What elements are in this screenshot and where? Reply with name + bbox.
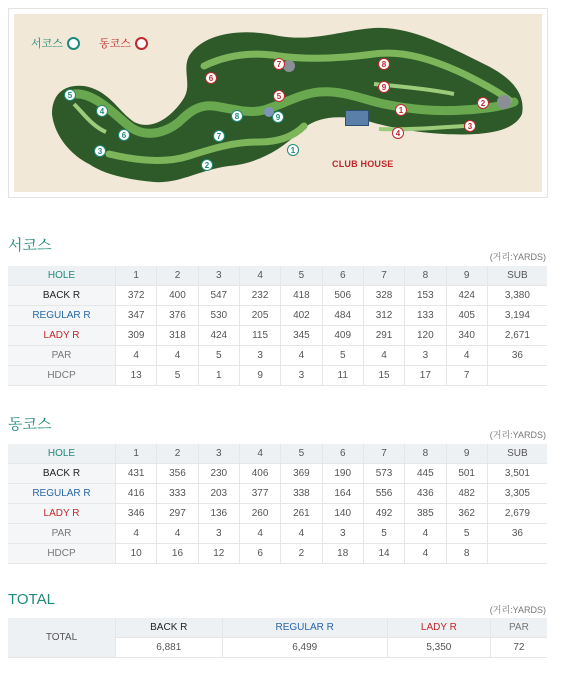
- table-cell: 205: [239, 306, 280, 326]
- course-map-graphic: [14, 14, 542, 192]
- table-row: [8, 306, 547, 326]
- table-cell: 5: [363, 524, 404, 544]
- table-cell: 136: [198, 504, 239, 524]
- table-cell: 36: [487, 346, 547, 366]
- west-hole-6-marker[interactable]: 6: [118, 129, 130, 141]
- table-cell: 340: [446, 326, 487, 346]
- total-units: (거리:YARDS): [489, 605, 546, 615]
- table-cell: 260: [239, 504, 280, 524]
- east-hole-7-marker[interactable]: 7: [273, 58, 285, 70]
- legend-east: [99, 35, 148, 51]
- row-label: BACK R: [8, 286, 116, 306]
- table-cell: 4: [281, 346, 322, 366]
- table-cell: 318: [157, 326, 198, 346]
- table-row: [8, 544, 547, 564]
- table-row: [8, 504, 547, 524]
- table-cell: 4: [446, 346, 487, 366]
- table-cell: 338: [281, 484, 322, 504]
- table-cell: 328: [363, 286, 404, 306]
- table-cell: 347: [116, 306, 157, 326]
- header-cell: 4: [239, 266, 280, 286]
- table-cell: 261: [281, 504, 322, 524]
- header-cell: 9: [446, 444, 487, 464]
- table-cell: 431: [116, 464, 157, 484]
- table-cell: 3: [239, 346, 280, 366]
- header-cell: SUB: [487, 444, 547, 464]
- table-cell: 15: [363, 366, 404, 386]
- table-cell: 377: [239, 484, 280, 504]
- total-title: TOTAL: [8, 591, 55, 608]
- table-cell: 120: [405, 326, 446, 346]
- table-cell: 530: [198, 306, 239, 326]
- header-cell: 7: [363, 266, 404, 286]
- header-cell: 8: [405, 266, 446, 286]
- table-cell: 4: [116, 524, 157, 544]
- west-course-title: 서코스: [8, 237, 52, 254]
- west-hole-9-marker[interactable]: 9: [272, 111, 284, 123]
- table-cell: 3: [322, 524, 363, 544]
- west-units: (거리:YARDS): [489, 252, 546, 262]
- row-label: REGULAR R: [8, 306, 116, 326]
- table-cell: 13: [116, 366, 157, 386]
- table-cell: 3: [281, 366, 322, 386]
- legend-west-label: 서코스: [31, 38, 63, 50]
- table-cell: 5: [322, 346, 363, 366]
- table-cell: 416: [116, 484, 157, 504]
- table-cell: 506: [322, 286, 363, 306]
- table-row: [8, 366, 547, 386]
- table-cell: 492: [363, 504, 404, 524]
- table-cell: 573: [363, 464, 404, 484]
- east-hole-4-marker[interactable]: 4: [392, 127, 404, 139]
- table-header-row: [8, 444, 547, 464]
- table-cell: 12: [198, 544, 239, 564]
- table-cell: 400: [157, 286, 198, 306]
- header-cell: 5: [281, 266, 322, 286]
- table-cell: 8: [446, 544, 487, 564]
- west-hole-4-marker[interactable]: 4: [96, 105, 108, 117]
- table-row: [8, 464, 547, 484]
- table-cell: 297: [157, 504, 198, 524]
- header-cell: HOLE: [8, 444, 116, 464]
- row-label: HDCP: [8, 366, 116, 386]
- table-row: [8, 286, 547, 306]
- table-cell: 4: [281, 524, 322, 544]
- east-hole-1-marker[interactable]: 1: [395, 104, 407, 116]
- table-cell: 309: [116, 326, 157, 346]
- east-scorecard-table: [8, 444, 547, 564]
- table-cell: 3: [198, 524, 239, 544]
- header-cell: 1: [116, 266, 157, 286]
- table-cell: 4: [363, 346, 404, 366]
- row-label: BACK R: [8, 464, 116, 484]
- table-cell: 115: [239, 326, 280, 346]
- table-row: [8, 524, 547, 544]
- row-label: LADY R: [8, 504, 116, 524]
- east-hole-9-marker[interactable]: 9: [378, 81, 390, 93]
- table-cell: 164: [322, 484, 363, 504]
- table-cell: 203: [198, 484, 239, 504]
- west-hole-8-marker[interactable]: 8: [231, 110, 243, 122]
- table-cell: 17: [405, 366, 446, 386]
- table-cell: 424: [446, 286, 487, 306]
- table-cell: 5,350: [387, 638, 490, 658]
- clubhouse-label: CLUB HOUSE: [332, 159, 394, 169]
- west-hole-7-marker[interactable]: 7: [213, 130, 225, 142]
- table-cell: 3,305: [487, 484, 547, 504]
- table-cell: 2: [281, 544, 322, 564]
- table-cell: 409: [322, 326, 363, 346]
- table-cell: 5: [198, 346, 239, 366]
- table-cell: 16: [157, 544, 198, 564]
- table-cell: 346: [116, 504, 157, 524]
- total-table: [8, 618, 547, 658]
- header-cell: HOLE: [8, 266, 116, 286]
- header-cell: 2: [157, 444, 198, 464]
- header-cell: SUB: [487, 266, 547, 286]
- header-cell: PAR: [490, 618, 547, 638]
- row-label: PAR: [8, 524, 116, 544]
- table-cell: 3,380: [487, 286, 547, 306]
- header-cell: 3: [198, 444, 239, 464]
- table-cell: 4: [157, 524, 198, 544]
- table-cell: 7: [446, 366, 487, 386]
- table-cell: 3: [405, 346, 446, 366]
- legend-east-icon: [135, 37, 148, 50]
- east-hole-8-marker[interactable]: 8: [378, 58, 390, 70]
- table-cell: 333: [157, 484, 198, 504]
- header-cell: 8: [405, 444, 446, 464]
- table-cell: 4: [239, 524, 280, 544]
- table-cell: 133: [405, 306, 446, 326]
- west-hole-3-marker[interactable]: 3: [94, 145, 106, 157]
- table-cell: 11: [322, 366, 363, 386]
- table-cell: 436: [405, 484, 446, 504]
- row-label: TOTAL: [8, 618, 116, 658]
- table-cell: 190: [322, 464, 363, 484]
- table-cell: 445: [405, 464, 446, 484]
- header-cell: 4: [239, 444, 280, 464]
- table-cell: 153: [405, 286, 446, 306]
- table-cell: 4: [116, 346, 157, 366]
- west-scorecard-table: [8, 266, 547, 386]
- table-cell: 72: [490, 638, 547, 658]
- east-hole-3-marker[interactable]: 3: [464, 120, 476, 132]
- table-cell: 2,679: [487, 504, 547, 524]
- header-cell: 5: [281, 444, 322, 464]
- table-cell: 9: [239, 366, 280, 386]
- table-cell: [487, 366, 547, 386]
- table-cell: 230: [198, 464, 239, 484]
- east-course-title: 동코스: [8, 416, 52, 433]
- table-cell: 424: [198, 326, 239, 346]
- table-cell: 4: [405, 544, 446, 564]
- west-hole-2-marker[interactable]: 2: [201, 159, 213, 171]
- header-cell: BACK R: [116, 618, 223, 638]
- table-cell: 1: [198, 366, 239, 386]
- header-cell: REGULAR R: [222, 618, 387, 638]
- table-cell: 36: [487, 524, 547, 544]
- table-row: [8, 346, 547, 366]
- east-hole-6-marker[interactable]: 6: [205, 72, 217, 84]
- table-cell: 14: [363, 544, 404, 564]
- table-cell: 6,499: [222, 638, 387, 658]
- table-cell: 5: [446, 524, 487, 544]
- table-cell: 140: [322, 504, 363, 524]
- table-cell: 4: [157, 346, 198, 366]
- east-hole-2-marker[interactable]: 2: [477, 97, 489, 109]
- table-cell: 402: [281, 306, 322, 326]
- table-cell: 556: [363, 484, 404, 504]
- table-cell: 376: [157, 306, 198, 326]
- legend-west: [31, 35, 80, 51]
- table-cell: 482: [446, 484, 487, 504]
- table-cell: 385: [405, 504, 446, 524]
- table-cell: 2,671: [487, 326, 547, 346]
- table-cell: 418: [281, 286, 322, 306]
- table-cell: 356: [157, 464, 198, 484]
- table-cell: 6: [239, 544, 280, 564]
- table-cell: 10: [116, 544, 157, 564]
- header-cell: 7: [363, 444, 404, 464]
- west-hole-1-marker[interactable]: 1: [287, 144, 299, 156]
- header-cell: 2: [157, 266, 198, 286]
- table-cell: 232: [239, 286, 280, 306]
- table-cell: 405: [446, 306, 487, 326]
- clubhouse-icon: [345, 110, 369, 126]
- west-hole-5-marker[interactable]: 5: [64, 89, 76, 101]
- table-row: [8, 484, 547, 504]
- table-cell: 369: [281, 464, 322, 484]
- table-cell: 406: [239, 464, 280, 484]
- header-cell: 9: [446, 266, 487, 286]
- table-cell: 345: [281, 326, 322, 346]
- header-cell: 3: [198, 266, 239, 286]
- table-cell: 312: [363, 306, 404, 326]
- row-label: PAR: [8, 346, 116, 366]
- course-map: [14, 14, 542, 192]
- header-cell: 6: [322, 444, 363, 464]
- east-hole-5-marker[interactable]: 5: [273, 90, 285, 102]
- header-cell: 1: [116, 444, 157, 464]
- table-header-row: [8, 618, 547, 638]
- table-cell: 547: [198, 286, 239, 306]
- table-cell: 3,501: [487, 464, 547, 484]
- table-cell: 362: [446, 504, 487, 524]
- table-cell: 291: [363, 326, 404, 346]
- legend-east-label: 동코스: [99, 38, 131, 50]
- table-header-row: [8, 266, 547, 286]
- table-cell: 6,881: [116, 638, 223, 658]
- row-label: HDCP: [8, 544, 116, 564]
- table-cell: 3,194: [487, 306, 547, 326]
- table-cell: 501: [446, 464, 487, 484]
- header-cell: 6: [322, 266, 363, 286]
- table-cell: 4: [405, 524, 446, 544]
- header-cell: LADY R: [387, 618, 490, 638]
- course-map-frame: [8, 8, 548, 198]
- legend-west-icon: [67, 37, 80, 50]
- row-label: REGULAR R: [8, 484, 116, 504]
- table-cell: 18: [322, 544, 363, 564]
- table-cell: 5: [157, 366, 198, 386]
- table-cell: [487, 544, 547, 564]
- east-units: (거리:YARDS): [489, 430, 546, 440]
- table-row: [8, 326, 547, 346]
- table-cell: 372: [116, 286, 157, 306]
- row-label: LADY R: [8, 326, 116, 346]
- table-cell: 484: [322, 306, 363, 326]
